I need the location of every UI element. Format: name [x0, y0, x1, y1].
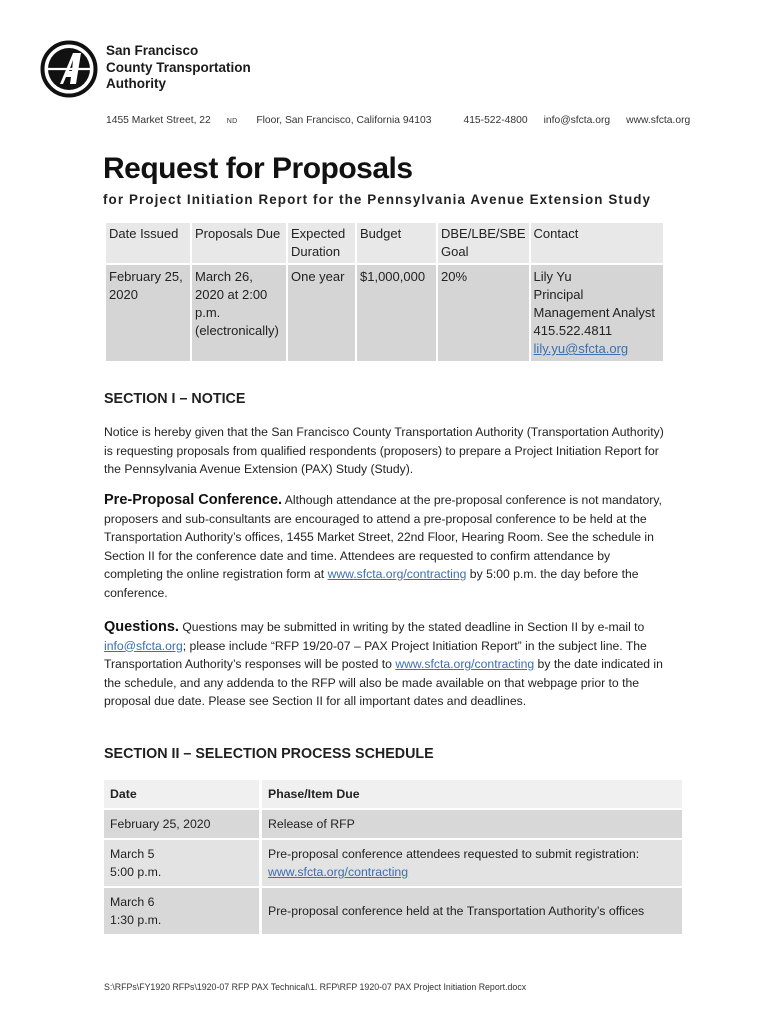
org-name-line: San Francisco: [106, 43, 199, 58]
row-date: March 6 1:30 p.m.: [104, 888, 262, 934]
row-date: February 25, 2020: [104, 810, 262, 838]
dbe-goal: 20%: [438, 265, 529, 361]
row-phase: Release of RFP: [262, 810, 682, 838]
header-cell: Expected Duration: [288, 223, 355, 263]
table-row: [104, 810, 682, 838]
info-email-link[interactable]: info@sfcta.org: [104, 638, 183, 653]
section-2-heading: SECTION II – SELECTION PROCESS SCHEDULE: [104, 746, 434, 762]
org-name-line: Authority: [106, 76, 166, 91]
header-cell: Proposals Due: [192, 223, 286, 263]
address-bar: [106, 115, 691, 126]
budget: $1,000,000: [357, 265, 436, 361]
summary-value-row: [106, 265, 663, 361]
questions-paragraph: Questions. Questions may be submitted in writing by the stated deadline in Section II by e-mail to info@sfcta.org; please include “RFP 19/20-07 – PAX Project Initiation Report” in the subject line. The Transportation Authority’s responses will be posted to www.sfcta.org/contracting by the date indicated in the schedule, and any addenda to the RFP will also be made available on that webpage prior to the proposal due date. Please see Section II for all important dates and deadlines.: [104, 619, 663, 708]
contracting-link[interactable]: www.sfcta.org/contracting: [395, 657, 535, 671]
contact-email: info@sfcta.org: [543, 115, 611, 126]
page-subtitle: for Project Initiation Report for the Pennsylvania Avenue Extension Study: [103, 192, 652, 207]
col-phase-header: Phase/Item Due: [262, 780, 682, 808]
schedule-table: [104, 778, 682, 936]
expected-duration: One year: [288, 265, 355, 361]
contact-email-link[interactable]: lily.yu@sfcta.org: [533, 341, 629, 356]
org-name: [106, 43, 251, 93]
phone-number: 415-522-4800: [463, 115, 528, 126]
street-address: 1455 Market Street, 22 ND Floor, San Francisco, California 94103: [106, 115, 432, 126]
contracting-link[interactable]: www.sfcta.org/contracting: [327, 567, 467, 581]
date-issued: February 25, 2020: [106, 265, 190, 361]
summary-header-row: [106, 223, 663, 263]
proposals-due: March 26, 2020 at 2:00 p.m. (electronically): [192, 265, 286, 361]
file-path-footer: S:\RFPs\FY1920 RFPs\1920-07 RFP PAX Technical\1. RFP\RFP 1920-07 PAX Project Initiation Report.docx: [104, 982, 527, 992]
sfcta-logo: [40, 40, 98, 98]
header-cell: Contact: [531, 223, 663, 263]
contact-name: Lily Yu: [533, 269, 572, 284]
row-phase: Pre-proposal conference held at the Transportation Authority’s offices: [262, 888, 682, 934]
row-date: March 5 5:00 p.m.: [104, 840, 262, 886]
org-name-line: County Transportation: [106, 59, 251, 75]
summary-table: [104, 221, 665, 363]
preproposal-paragraph: Pre-Proposal Conference. Although attendance at the pre-proposal conference is not mandatory, proposers and sub-consultants are encouraged to attend a pre-proposal conference to be held at the Transportation Authority’s offices, 1455 Market Street, 22nd Floor, Hearing Room. See the schedule in Section II for the conference date and time. Attendees are requested to confirm attendance by completing the online registration form at www.sfcta.org/contracting by 5:00 p.m. the day before the conference.: [104, 492, 662, 600]
contact-cell: [531, 265, 663, 361]
questions-lead: Questions.: [104, 619, 179, 635]
table-row: [104, 840, 682, 886]
header-cell: Date Issued: [106, 223, 190, 263]
table-row: [104, 888, 682, 934]
header-cell: Budget: [357, 223, 436, 263]
page-title: Request for Proposals: [103, 152, 413, 185]
contact-title: Principal Management Analyst: [533, 287, 655, 320]
preproposal-lead: Pre-Proposal Conference.: [104, 492, 283, 508]
registration-link[interactable]: www.sfcta.org/contracting: [268, 865, 409, 879]
row-phase: Pre-proposal conference attendees requested to submit registration: www.sfcta.org/contracting: [262, 840, 682, 886]
website: www.sfcta.org: [626, 115, 691, 126]
header-cell: DBE/LBE/SBE Goal: [438, 223, 529, 263]
col-date-header: Date: [104, 780, 262, 808]
notice-paragraph: Notice is hereby given that the San Francisco County Transportation Authority (Transportation Authority) is requesting proposals from qualified respondents (proposers) to prepare a Project Initiation Report for the Pennsylvania Avenue Extension (PAX) Study (Study).: [104, 425, 664, 476]
contact-phone: 415.522.4811: [533, 323, 613, 338]
schedule-header-row: [104, 780, 682, 808]
section-1-heading: SECTION I – NOTICE: [104, 391, 246, 407]
